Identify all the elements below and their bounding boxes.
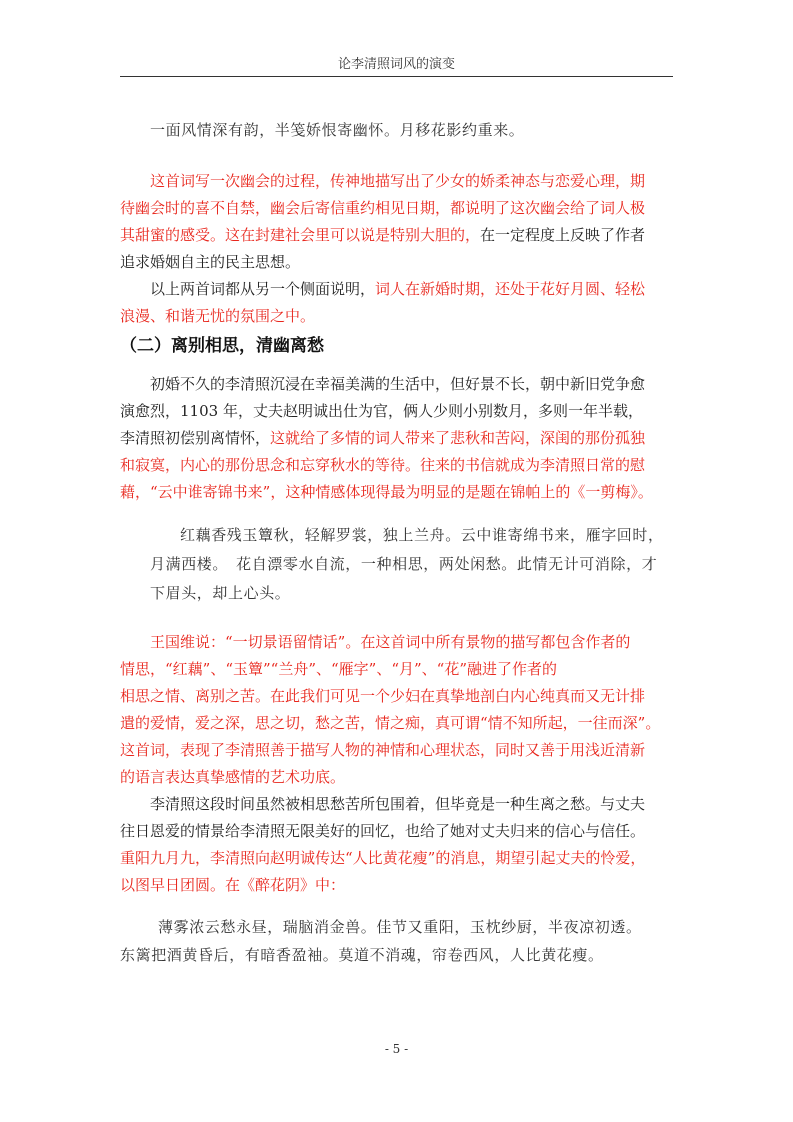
text-line: 的语言表达真挚感情的艺术功底。 bbox=[120, 768, 346, 786]
paragraph-1 bbox=[120, 168, 673, 276]
paragraph-3 bbox=[120, 371, 673, 506]
text-line: 藉，“云中谁寄锦书来”，这种情感体现得最为明显的是题在锦帕上的《一剪梅》。 bbox=[120, 483, 653, 501]
text-line: 演愈烈，1103 年，丈夫赵明诚出仕为官，俩人少则小别数月，多则一年半载， bbox=[120, 402, 643, 420]
text-line bbox=[120, 222, 673, 249]
paragraph-4 bbox=[120, 629, 673, 791]
text-span-red: 其甜蜜的感受。这在封建社会里可以说是特别大胆的， bbox=[120, 226, 481, 244]
poem-line: 东篱把酒黄昏后，有暗香盈袖。莫道不消魂，帘卷西风，人比黄花瘦。 bbox=[120, 946, 604, 964]
text-line: 王国维说：“一切景语留情话”。在这首词中所有景物的描写都包含作者的 bbox=[150, 633, 631, 651]
text-line bbox=[120, 276, 673, 303]
page-number: - 5 - bbox=[384, 1042, 409, 1056]
paragraph-2 bbox=[120, 276, 673, 330]
poem-line: 薄雾浓云愁永昼，瑞脑消金兽。佳节又重阳，玉枕纱厨，半夜凉初透。 bbox=[158, 918, 642, 936]
text-line: 重阳九月九，李清照向赵明诚传达“人比黄花瘦”的消息，期望引起丈夫的怜爱， bbox=[120, 849, 646, 867]
text-line: 相思之情、离别之苦。在此我们可见一个少妇在真挚地剖白内心纯真而又无计排 bbox=[120, 687, 646, 705]
text-line: 以图早日团圆。在《醉花阴》中： bbox=[120, 876, 346, 894]
text-line: 和寂寞，内心的那份思念和忘穿秋水的等待。往来的书信就成为李清照日常的慰 bbox=[120, 456, 646, 474]
text-line: 待幽会时的喜不自禁，幽会后寄信重约相见日期，都说明了这次幽会给了词人极 bbox=[120, 199, 646, 217]
text-span: 李清照初偿别离情怀， bbox=[120, 429, 271, 447]
text-line: 追求婚姻自主的民主思想。 bbox=[120, 253, 301, 271]
text-line: 浪漫、和谐无忧的氛围之中。 bbox=[120, 307, 316, 325]
text-line: 情思，“红藕”、“玉簟”“兰舟”、“雁字”、“月”、“花”融进了作者的 bbox=[120, 660, 558, 678]
header-title: 论李清照词风的演变 bbox=[337, 57, 455, 72]
text-line: 这首词写一次幽会的过程，传神地描写出了少女的娇柔神态与恋爱心理，期 bbox=[150, 172, 646, 190]
text-span: 以上两首词都从另一个侧面说明， bbox=[150, 280, 376, 298]
text-line: 遣的爱情，爱之深，思之切，愁之苦，情之痴，真可谓“情不知所起，一往而深”。 bbox=[120, 714, 661, 732]
paragraph-5 bbox=[120, 791, 673, 899]
text-span-red: 这就给了多情的词人带来了悲秋和苦闷，深闺的那份孤独 bbox=[270, 429, 646, 447]
section-heading: （二）离别相思，清幽离愁 bbox=[120, 336, 324, 356]
text-line: 往日恩爱的情景给李清照无限美好的回忆，也给了她对丈夫归来的信心与信任。 bbox=[120, 822, 646, 840]
poem-line: 一面风情深有韵，半笺娇恨寄幽怀。月移花影约重来。 bbox=[150, 121, 525, 139]
page-header bbox=[120, 56, 673, 77]
poem-line: 月满西楼。 花自漂零水自流，一种相思，两处闲愁。此情无计可消除，才 bbox=[150, 555, 658, 573]
text-line bbox=[120, 425, 673, 452]
poem-line: 红藕香残玉簟秋，轻解罗裳，独上兰舟。云中谁寄绵书来，雁字回时， bbox=[180, 526, 664, 544]
text-span: 在一定程度上反映了作者 bbox=[480, 226, 646, 244]
poem-quote-3 bbox=[120, 913, 673, 969]
poem-line: 下眉头，却上心头。 bbox=[150, 584, 291, 602]
poem-quote-1 bbox=[150, 117, 673, 144]
text-line: 初婚不久的李清照沉浸在幸福美满的生活中，但好景不长，朝中新旧党争愈 bbox=[150, 375, 646, 393]
text-line: 这首词，表现了李清照善于描写人物的神情和心理状态，同时又善于用浅近清新 bbox=[120, 741, 646, 759]
text-span-red: 词人在新婚时期，还处于花好月圆、轻松 bbox=[375, 280, 646, 298]
text-line: 李清照这段时间虽然被相思愁苦所包围着，但毕竟是一种生离之愁。与丈夫 bbox=[150, 795, 646, 813]
poem-quote-2 bbox=[150, 521, 673, 608]
